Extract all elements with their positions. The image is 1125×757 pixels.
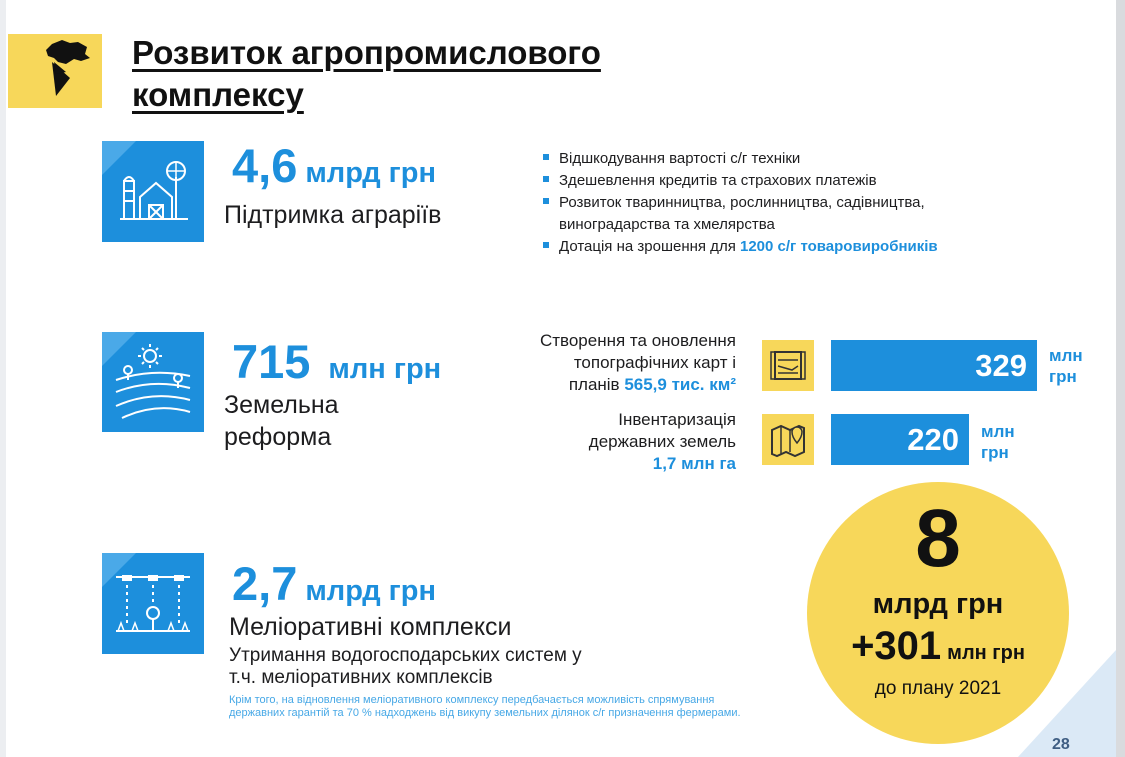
bullet-square-icon xyxy=(543,242,549,248)
land-unit: млн грн xyxy=(328,353,442,385)
page-number: 28 xyxy=(1052,736,1070,753)
irrigation-unit: млрд грн xyxy=(305,575,436,607)
bullet-square-icon xyxy=(543,176,549,182)
irrigation-label: Меліоративні комплекси xyxy=(229,613,512,641)
total-footnote: до плану 2021 xyxy=(874,678,1002,699)
list-item: Здешевлення кредитів та страхових платежів xyxy=(542,170,1022,192)
list-item: Дотація на зрошення для 1200 с/г товаровиробників xyxy=(542,236,1022,258)
map-pin-icon xyxy=(762,414,814,465)
support-amount xyxy=(232,138,436,193)
list-item: Відшкодування вартості с/г техніки xyxy=(542,148,1022,170)
land-label: Земельна реформа xyxy=(224,391,339,451)
inventory-bar-value: 220 xyxy=(907,422,959,457)
maps-bar-value: 329 xyxy=(975,348,1027,383)
support-unit: млрд грн xyxy=(305,157,436,189)
inventory-bar-unit: млн грн xyxy=(981,422,1015,462)
irrigation-footnote: Крім того, на відновлення меліоративного комплексу передбачається можливість спрямування державних гарантій та 70 % надходжень від викупу земельних ділянок с/г призначення фермерами. xyxy=(229,694,741,719)
slide-edge xyxy=(1116,0,1125,757)
irrigation-number: 2,7 xyxy=(232,557,298,610)
bullet-square-icon xyxy=(543,154,549,160)
farm-icon xyxy=(102,141,204,242)
total-summary xyxy=(807,482,1069,744)
total-unit: млрд грн xyxy=(872,588,1004,620)
land-number: 715 xyxy=(232,335,311,388)
maps-description: Створення та оновлення топографічних карт і планів 565,9 тис. км² xyxy=(539,331,736,394)
page-title: Розвиток агропромислового комплексу xyxy=(132,34,601,113)
irrigation-amount xyxy=(232,556,436,611)
list-item: Розвиток тваринництва, рослинництва, садівництва, виноградарства та хмелярства xyxy=(542,192,1022,236)
inventory-bar xyxy=(831,414,969,465)
maps-bar xyxy=(831,340,1037,391)
total-number: 8 xyxy=(915,493,961,584)
irrigation-icon xyxy=(102,553,204,654)
support-label: Підтримка аграріїв xyxy=(224,201,442,229)
maps-bar-unit: млн грн xyxy=(1049,346,1083,386)
map-scroll-icon xyxy=(762,340,814,391)
field-sun-icon xyxy=(102,332,204,432)
land-amount xyxy=(232,334,441,389)
total-increase: +301 млн грн xyxy=(851,624,1025,668)
support-number: 4,6 xyxy=(232,139,298,192)
logo xyxy=(8,34,102,108)
bullet-square-icon xyxy=(543,198,549,204)
inventory-description: Інвентаризація державних земель 1,7 млн га xyxy=(588,410,736,473)
irrigation-description: Утримання водогосподарських систем у т.ч. меліоративних комплексів xyxy=(229,645,582,688)
support-bullets xyxy=(542,148,1022,258)
